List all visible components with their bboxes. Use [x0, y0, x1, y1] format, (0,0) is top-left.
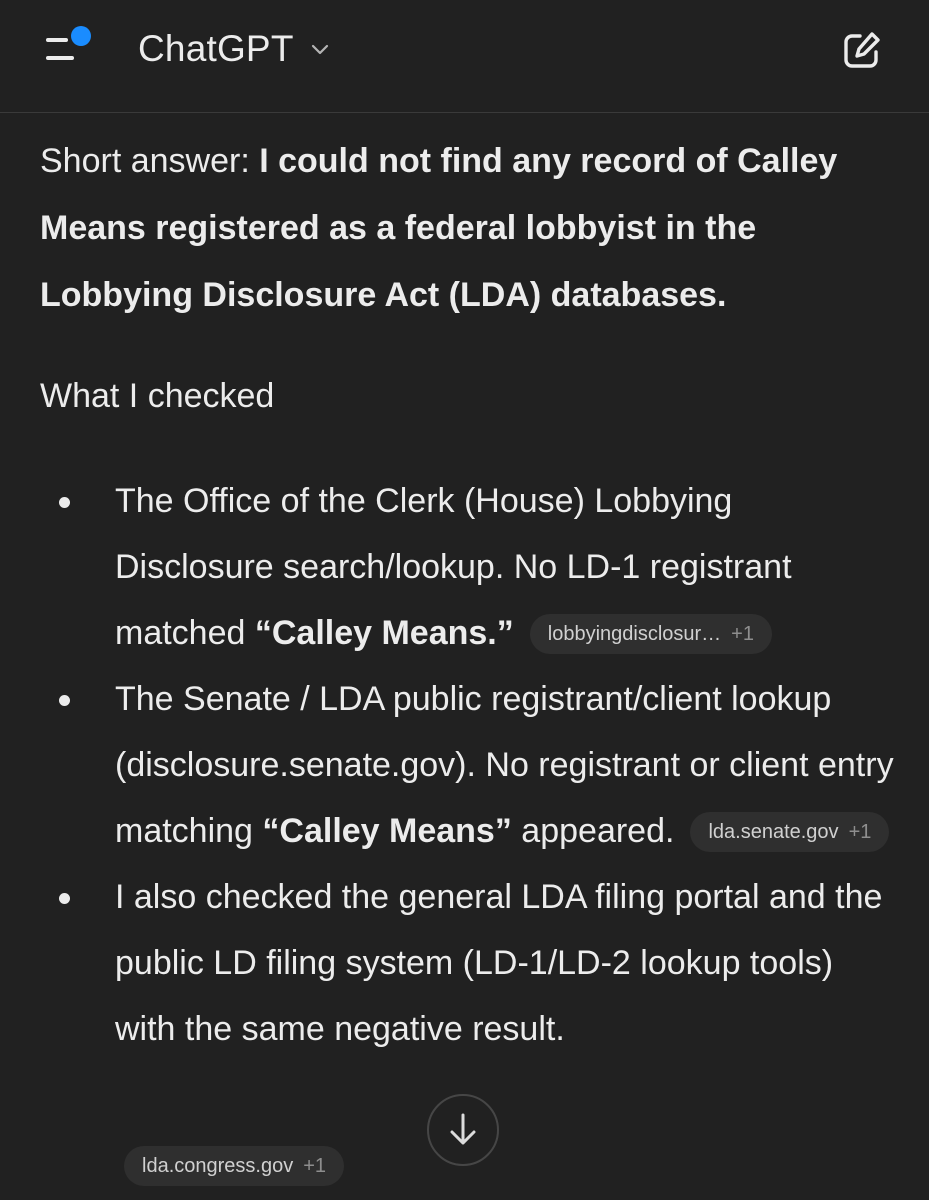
menu-button[interactable]: [40, 22, 100, 74]
assistant-message: [40, 128, 900, 1062]
bullet-text: The Senate / LDA public registrant/client lookup (disclosure.senate.gov). No registrant or client entry matching: [115, 680, 894, 850]
list-item: [40, 468, 900, 666]
bullet-bold-text: “Calley Means”: [262, 812, 512, 850]
bullet-text: The Office of the Clerk (House) Lobbying Disclosure search/lookup. No LD-1 registrant matched: [115, 482, 792, 652]
bullet-bold-text: “Calley Means.”: [254, 614, 514, 652]
new-chat-button[interactable]: [838, 26, 886, 74]
source-chip-label: lda.congress.gov: [142, 1155, 294, 1177]
model-selector[interactable]: [138, 24, 330, 74]
source-chip-count: +1: [848, 821, 872, 843]
source-chip-label: lobbyingdisclosur…: [547, 623, 722, 645]
menu-icon-line: [46, 56, 74, 60]
menu-icon: [46, 38, 68, 42]
notification-dot: [71, 26, 91, 46]
source-chip[interactable]: [690, 812, 889, 852]
checked-list: [40, 468, 900, 1062]
edit-icon: [838, 26, 886, 74]
bullet-text-after: appeared.: [511, 812, 675, 850]
app-title: ChatGPT: [138, 28, 294, 69]
bullet-icon: [59, 497, 70, 508]
short-answer-label: Short answer:: [40, 142, 260, 180]
section-heading: What I checked: [40, 377, 275, 415]
source-chip[interactable]: [530, 614, 772, 654]
list-item: [40, 666, 900, 864]
bullet-icon: [59, 695, 70, 706]
source-chip-count: +1: [731, 623, 754, 645]
source-chip[interactable]: [124, 1146, 344, 1186]
source-chip-count: +1: [303, 1155, 327, 1177]
chevron-down-icon: [310, 39, 330, 59]
source-chip-label: lda.senate.gov: [708, 821, 839, 843]
top-bar: [0, 0, 929, 113]
short-answer: [40, 128, 900, 329]
bullet-text: I also checked the general LDA filing portal and the public LD filing system (LD-1/LD-2 lookup tools) with the same negative result.: [115, 878, 883, 1048]
list-item: [40, 864, 900, 1062]
scroll-to-bottom-button[interactable]: [427, 1094, 499, 1166]
arrow-down-icon: [447, 1112, 479, 1148]
short-answer-text: I could not find any record of Calley Means registered as a federal lobbyist in the Lobbying Disclosure Act (LDA) databases.: [40, 142, 838, 314]
bullet-icon: [59, 893, 70, 904]
